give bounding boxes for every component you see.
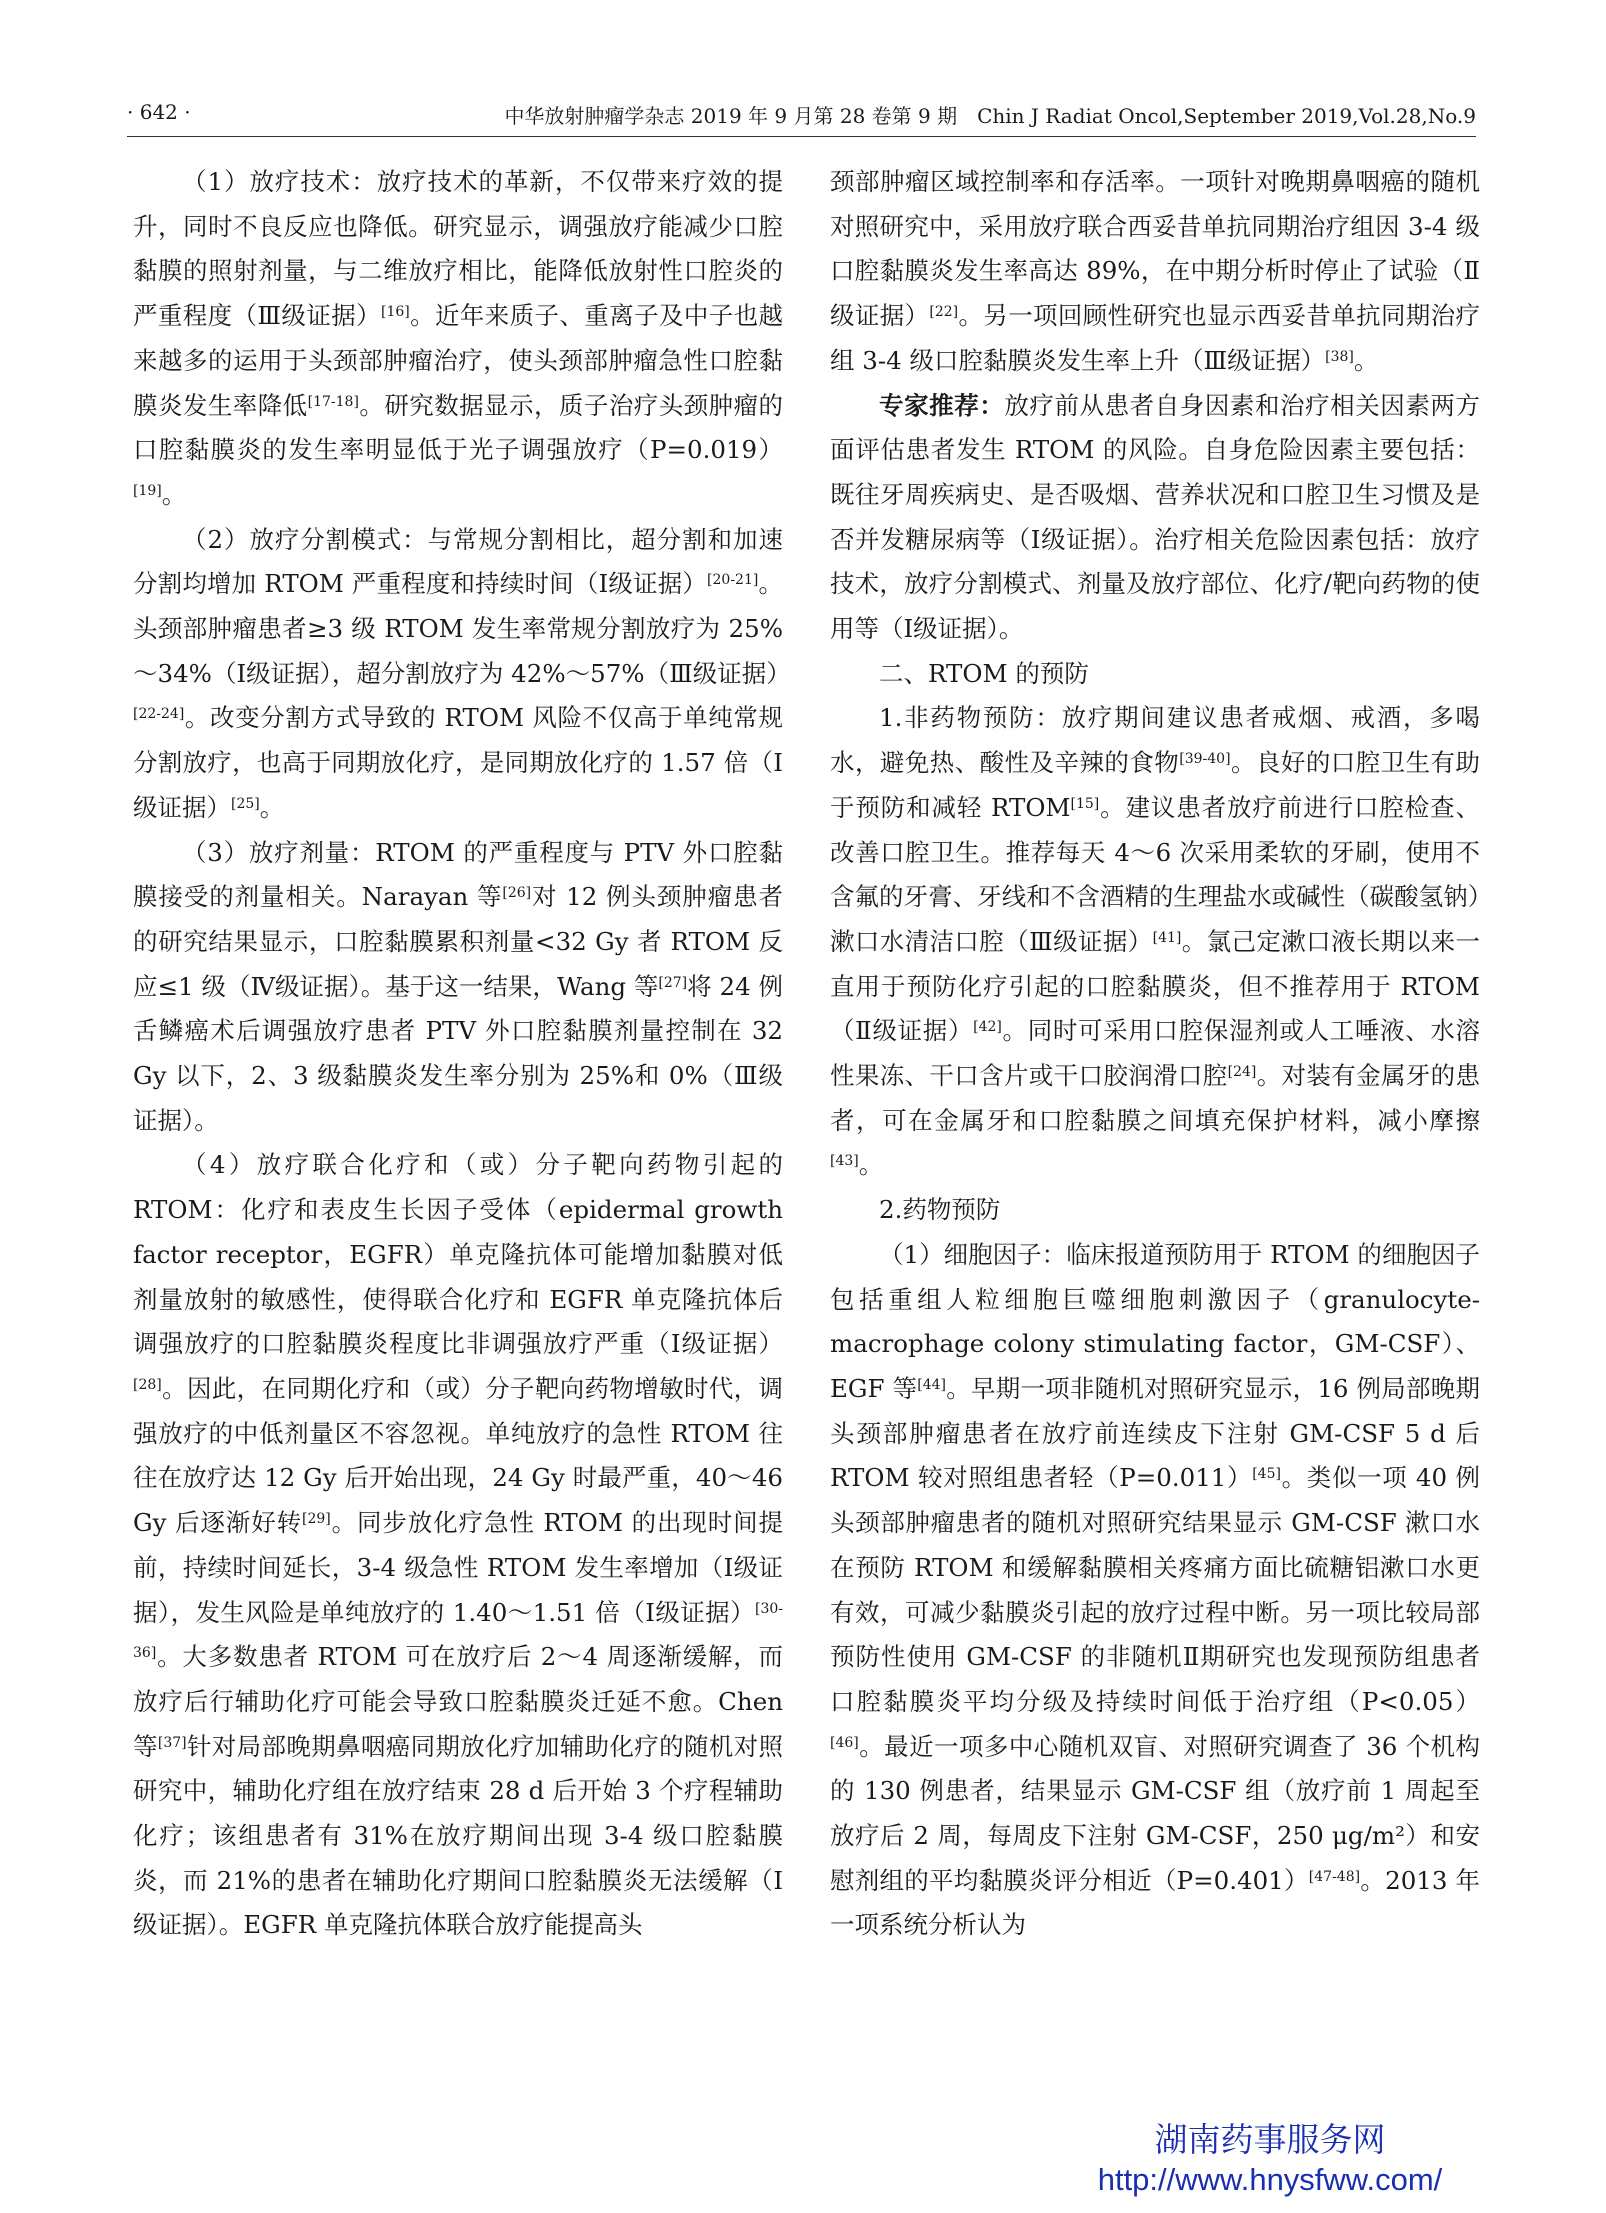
right-column: [830, 160, 1480, 1948]
text-run: 。良好的口腔卫生有助于预防和减轻 RTOM: [830, 748, 1481, 822]
paragraph: [830, 696, 1480, 1188]
text-run: 。类似一项 40 例头颈部肿瘤患者的随机对照研究结果显示 GM-CSF 漱口水在预防 RTOM 和缓解黏膜相关疼痛方面比硫糖铝漱口水更有效，可减少黏膜炎引起的放疗过程中断。另一项比较局部预防性使用 GM-CSF 的非随机Ⅱ期研究也发现预防组患者口腔黏膜炎平均分级及持续时间低于治疗组（P<0.05）: [830, 1463, 1480, 1716]
text-run: 1.非药物预防：放疗期间建议患者戒烟、戒酒，多喝水，避免热、酸性及辛辣的食物: [830, 703, 1480, 778]
journal-citation: 中华放射肿瘤学杂志 2019 年 9 月第 28 卷第 9 期 Chin J Radiat Oncol,September 2019,Vol.28,No.9: [504, 104, 1476, 128]
citation-ref: [29]: [302, 1511, 331, 1528]
text-run: 。早期一项非随机对照研究显示，16 例局部晚期头颈部肿瘤患者在放疗前连续皮下注射 GM-CSF 5 d 后 RTOM 较对照组患者轻（P=0.011）: [830, 1373, 1480, 1493]
citation-ref: [25]: [231, 795, 260, 812]
header-rule: [127, 136, 1476, 137]
text-run: 针对局部晚期鼻咽癌同期放化疗加辅助化疗的随机对照研究中，辅助化疗组在放疗结束 28 d 后开始 3 个疗程辅助化疗；该组患者有 31%在放疗期间出现 3-4 级口腔黏膜炎，而 21%的患者在辅助化疗期间口腔黏膜炎无法缓解（Ⅰ级证据）。EGFR 单克隆抗体联合放疗能提高头: [133, 1731, 784, 1940]
text-run: 。研究数据显示，质子治疗头颈肿瘤的口腔黏膜炎的发生率明显低于光子调强放疗（P=0.019）: [133, 390, 784, 465]
text-run: 。最近一项多中心随机双盲、对照研究调查了 36 个机构的 130 例患者，结果显示 GM-CSF 组（放疗前 1 周起至放疗后 2 周，每周皮下注射 GM-CSF，250 μg/m²）和安慰剂组的平均黏膜炎评分相近（P=0.401）: [830, 1731, 1480, 1895]
text-run: 。近年来质子、重离子及中子也越来越多的运用于头颈部肿瘤治疗，使头颈部肿瘤急性口腔黏膜炎发生率降低: [133, 301, 783, 420]
citation-ref: [30-36]: [133, 1600, 783, 1662]
citation-ref: [47-48]: [1308, 1868, 1361, 1885]
text-run: 二、RTOM 的预防: [879, 658, 1089, 688]
text-run: （1）细胞因子：临床报道预防用于 RTOM 的细胞因子包括重组人粒细胞巨噬细胞刺激因子（granulocyte-macrophage colony stimulating factor，GM-CSF）、EGF 等: [830, 1239, 1480, 1403]
paragraph: [133, 1143, 783, 1948]
paragraph: [830, 384, 1480, 652]
citation-ref: [39-40]: [1179, 751, 1231, 768]
citation-ref: [44]: [917, 1376, 946, 1393]
paragraph: [830, 160, 1480, 384]
expert-recommendation-label: 专家推荐：: [879, 390, 1005, 420]
watermark: [1040, 2120, 1500, 2200]
citation-ref: [42]: [973, 1019, 1002, 1036]
text-run: 。建议患者放疗前进行口腔检查、改善口腔卫生。推荐每天 4～6 次采用柔软的牙刷，使用不含氟的牙膏、牙线和不含酒精的生理盐水或碱性（碳酸氢钠）漱口水清洁口腔（Ⅲ级证据）: [830, 792, 1480, 956]
text-run: （1）放疗技术：放疗技术的革新，不仅带来疗效的提升，同时不良反应也降低。研究显示，调强放疗能减少口腔黏膜的照射剂量，与二维放疗相比，能降低放射性口腔炎的严重程度（Ⅲ级证据）: [133, 167, 783, 331]
citation-ref: [41]: [1152, 929, 1182, 946]
paragraph: [133, 518, 791, 831]
left-column: [133, 160, 791, 1948]
citation-ref: [43]: [830, 1153, 859, 1170]
watermark-site-name: 湖南药事服务网: [1154, 2121, 1386, 2158]
text-run: 放疗前从患者自身因素和治疗相关因素两方面评估患者发生 RTOM 的风险。自身危险因素主要包括：既往牙周疾病史、是否吸烟、营养状况和口腔卫生习惯及是否并发糖尿病等（Ⅰ级证据）。治疗相关危险因素包括：放疗技术，放疗分割模式、剂量及放疗部位、化疗/靶向药物的使用等（Ⅰ级证据）。: [830, 390, 1480, 644]
text-run: 。: [161, 479, 187, 509]
citation-ref: [22-24]: [133, 706, 185, 723]
running-header: [127, 96, 1476, 132]
text-run: 对 12 例头颈肿瘤患者的研究结果显示，口腔黏膜累积剂量<32 Gy 者 RTOM 反应≤1 级（Ⅳ级证据）。基于这一结果，Wang 等: [133, 882, 783, 1001]
citation-ref: [26]: [502, 885, 532, 902]
citation-ref: [28]: [133, 1376, 162, 1393]
paragraph: [133, 160, 783, 518]
text-run: 。同时可采用口腔保湿剂或人工唾液、水溶性果冻、干口含片或干口胶润滑口腔: [830, 1016, 1480, 1091]
text-run: 。: [259, 792, 285, 822]
paragraph: [830, 1188, 1480, 1233]
text-run: 。: [858, 1150, 884, 1180]
text-run: 。对装有金属牙的患者，可在金属牙和口腔黏膜之间填充保护材料，减小摩擦: [830, 1061, 1481, 1135]
paragraph: [830, 1233, 1480, 1948]
paragraph: [133, 831, 783, 1144]
text-run: 。改变分割方式导致的 RTOM 风险不仅高于单纯常规分割放疗，也高于同期放化疗，是同期放化疗的 1.57 倍（Ⅰ级证据）: [133, 703, 783, 822]
citation-ref: [16]: [380, 304, 410, 321]
paragraph: [830, 652, 1480, 697]
citation-ref: [19]: [133, 482, 162, 499]
citation-ref: [37]: [157, 1734, 187, 1751]
text-run: 。氯己定漱口液长期以来一直用于预防化疗引起的口腔黏膜炎，但不推荐用于 RTOM（Ⅱ级证据）: [830, 926, 1480, 1046]
citation-ref: [15]: [1070, 795, 1100, 812]
text-run: 。另一项回顾性研究也显示西妥昔单抗同期治疗组 3-4 级口腔黏膜炎发生率上升（Ⅲ级证据）: [830, 301, 1481, 375]
citation-ref: [46]: [830, 1734, 859, 1751]
text-run: 2.药物预防: [879, 1195, 1001, 1225]
citation-ref: [20-21]: [707, 572, 759, 589]
text-run: （3）放疗剂量：RTOM 的严重程度与 PTV 外口腔黏膜接受的剂量相关。Narayan 等: [133, 837, 783, 912]
watermark-url: http://www.hnysfww.com/: [1097, 2162, 1443, 2197]
text-run: 。大多数患者 RTOM 可在放疗后 2～4 周逐渐缓解，而放疗后行辅助化疗可能会导致口腔黏膜炎迁延不愈。Chen 等: [133, 1642, 783, 1761]
text-run: 将 24 例舌鳞癌术后调强放疗患者 PTV 外口腔黏膜剂量控制在 32 Gy 以下，2、3 级黏膜炎发生率分别为 25%和 0%（Ⅲ级证据）。: [133, 971, 783, 1135]
citation-ref: [24]: [1227, 1064, 1257, 1081]
text-run: 。: [1353, 345, 1379, 375]
page-number: · 642 ·: [127, 100, 191, 124]
citation-ref: [17-18]: [307, 393, 359, 410]
text-run: 。头颈部肿瘤患者≥3 级 RTOM 发生率常规分割放疗为 25%～34%（Ⅰ级证据），超分割放疗为 42%～57%（Ⅲ级证据）: [133, 569, 791, 688]
text-run: 颈部肿瘤区域控制率和存活率。一项针对晚期鼻咽癌的随机对照研究中，采用放疗联合西妥昔单抗同期治疗组因 3-4 级口腔黏膜炎发生率高达 89%，在中期分析时停止了试验（Ⅱ级证据）: [830, 167, 1480, 331]
citation-ref: [27]: [658, 974, 688, 991]
citation-ref: [22]: [929, 304, 959, 321]
text-run: （4）放疗联合化疗和（或）分子靶向药物引起的 RTOM：化疗和表皮生长因子受体（epidermal growth factor receptor，EGFR）单克隆抗体可能增加黏膜对低剂量放射的敏感性，使得联合化疗和 EGFR 单克隆抗体后调强放疗的口腔黏膜炎程度比非调强放疗严重（Ⅰ级证据）: [133, 1150, 783, 1359]
citation-ref: [38]: [1325, 348, 1354, 365]
text-run: （2）放疗分割模式：与常规分割相比，超分割和加速分割均增加 RTOM 严重程度和持续时间（Ⅰ级证据）: [133, 524, 783, 599]
citation-ref: [45]: [1252, 1466, 1281, 1483]
text-run: 。同步放化疗急性 RTOM 的出现时间提前，持续时间延长，3-4 级急性 RTOM 发生率增加（Ⅰ级证据），发生风险是单纯放疗的 1.40～1.51 倍（Ⅰ级证据）: [133, 1508, 784, 1627]
text-run: 。2013 年一项系统分析认为: [830, 1865, 1481, 1940]
text-run: 。因此，在同期化疗和（或）分子靶向药物增敏时代，调强放疗的中低剂量区不容忽视。单纯放疗的急性 RTOM 往往在放疗达 12 Gy 后开始出现，24 Gy 时最严重，40～46 Gy 后逐渐好转: [133, 1373, 783, 1538]
